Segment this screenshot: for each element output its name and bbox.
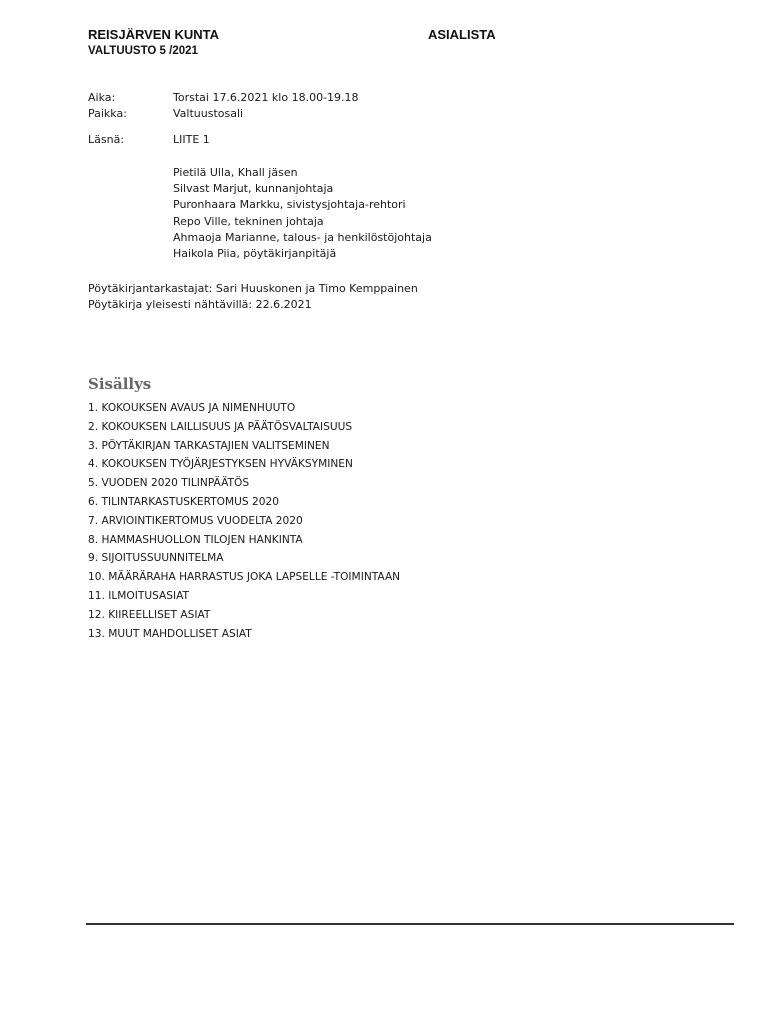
attendee-list	[173, 165, 432, 263]
minutes-public-date: Pöytäkirja yleisesti nähtävillä: 22.6.2021	[88, 297, 312, 311]
table-of-contents	[88, 399, 400, 643]
meeting-identifier: VALTUUSTO 5 /2021	[88, 45, 198, 57]
toc-item: 12. KIIREELLISET ASIAT	[88, 608, 211, 621]
footer-divider	[86, 923, 734, 925]
document-type: ASIALISTA	[428, 27, 496, 42]
present-label: Läsnä:	[88, 132, 125, 146]
attendee: Pietilä Ulla, Khall jäsen	[173, 165, 298, 179]
toc-item: 8. HAMMASHUOLLON TILOJEN HANKINTA	[88, 533, 303, 546]
meeting-info	[88, 90, 432, 313]
time-value: Torstai 17.6.2021 klo 18.00-19.18	[173, 91, 359, 104]
attendee: Puronhaara Markku, sivistysjohtaja-rehtori	[173, 198, 406, 212]
organization-name: REISJÄRVEN KUNTA	[88, 27, 219, 42]
attendee: Haikola Piia, pöytäkirjanpitäjä	[173, 247, 337, 261]
minutes-checkers: Pöytäkirjantarkastajat: Sari Huuskonen ja Timo Kemppainen	[88, 281, 418, 295]
toc-item: 7. ARVIOINTIKERTOMUS VUODELTA 2020	[88, 514, 303, 527]
place-label: Paikka:	[88, 107, 127, 121]
toc-item: 6. TILINTARKASTUSKERTOMUS 2020	[88, 495, 279, 508]
toc-item: 10. MÄÄRÄRAHA HARRASTUS JOKA LAPSELLE -TOIMINTAAN	[88, 571, 401, 584]
present-row	[88, 132, 432, 148]
place-value: Valtuustosali	[173, 107, 244, 121]
attendee: Repo Ville, tekninen johtaja	[173, 214, 324, 228]
toc-title: Sisällys	[88, 375, 152, 393]
toc-item: 5. VUODEN 2020 TILINPÄÄTÖS	[88, 477, 250, 490]
place-row	[88, 106, 432, 122]
minutes-details	[88, 281, 432, 314]
toc-item: 11. ILMOITUSASIAT	[88, 589, 189, 602]
toc-item: 1. KOKOUKSEN AVAUS JA NIMENHUUTO	[88, 402, 296, 414]
toc-item: 3. PÖYTÄKIRJAN TARKASTAJIEN VALITSEMINEN	[88, 439, 330, 452]
time-row	[88, 90, 432, 106]
attendee: Silvast Marjut, kunnanjohtaja	[173, 182, 334, 196]
toc-item: 9. SIJOITUSSUUNNITELMA	[88, 552, 224, 565]
toc-item: 2. KOKOUKSEN LAILLISUUS JA PÄÄTÖSVALTAISUUS	[88, 420, 353, 433]
toc-item: 13. MUUT MAHDOLLISET ASIAT	[88, 627, 252, 640]
document-header	[88, 27, 219, 59]
toc-item: 4. KOKOUKSEN TYÖJÄRJESTYKSEN HYVÄKSYMINEN	[88, 458, 353, 471]
present-value: LIITE 1	[173, 132, 210, 146]
time-label: Aika:	[88, 91, 116, 104]
attendee: Ahmaoja Marianne, talous- ja henkilöstöjohtaja	[173, 231, 432, 245]
